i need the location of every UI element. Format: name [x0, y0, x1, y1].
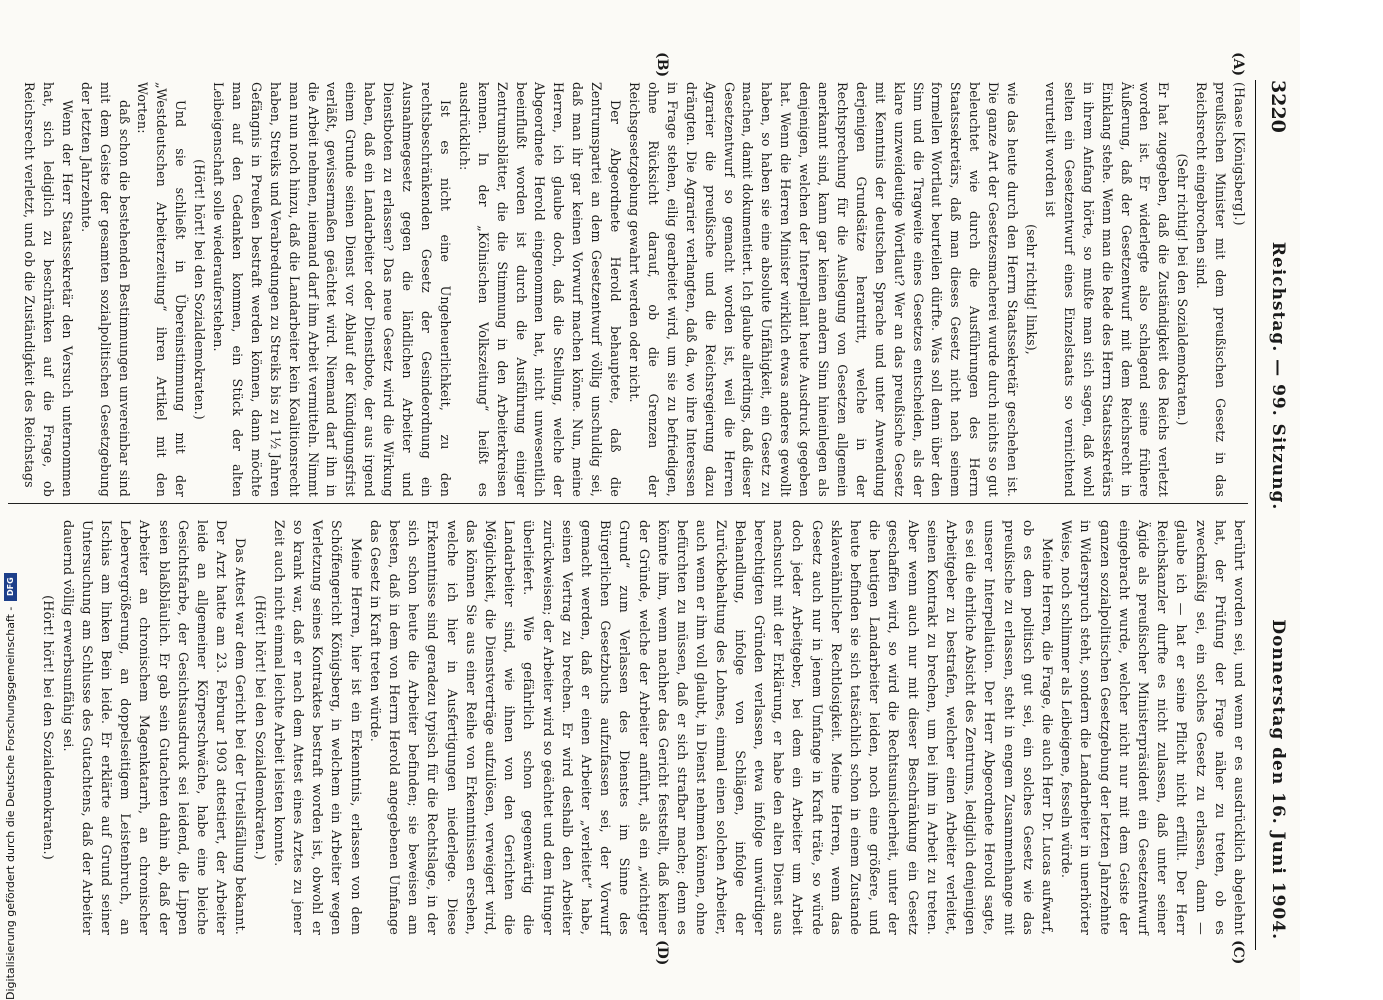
paragraph: (Sehr richtig! bei den Sozialdemokraten.) — [1175, 153, 1191, 426]
right-text-column — [18, 520, 1248, 935]
paragraph: Ist es nicht eine Ungeheuerlichkeit, zu den rechtsbeschränkenden Gesetz der Gesindeordnung ein Ausnahmegesetz gegen die ländlichen Arbeiter und Dienstboten zu erlassen? Das neue Gesetz wird die Wirkung haben, daß ein Landarbeiter oder Dienstbote, der aus irgend einem Grunde seinen Dienst vor Ablauf der Kündigungsfrist verläßt, gewissermaßen geächtet wird. Niemand darf ihn in die Arbeit nehmen, niemand darf ihm Arbeit vermitteln. Nimmt man nun noch hinzu, daß die Landarbeiter kein Koalitionsrecht haben, Streiks und Verabredungen zu Streiks bis zu 1½ Jahren Gefängnis in Preußen bestraft werden können, dann möchte man auf den Gedanken kommen, ein Stück der alten Leibeigenschaft solle wiederauferstehen. — [211, 82, 453, 498]
digitization-credit — [2, 360, 18, 1000]
paragraph: Und sie schließt in Übereinstimmung mit der „Westdeutschen Arbeiterzeitung“ ihren Artikel mit den Worten: — [135, 82, 189, 497]
left-text-column — [18, 82, 1248, 497]
margin-mark-d: (D) — [654, 940, 670, 966]
paragraph: Das Attest war dem Gericht bei der Urteilsfällung bekannt. Der Arzt hatte am 23. Februar 1903 attestiert, der Arbeiter leide an allgemeiner Körperschwäche, habe eine bleiche Gesichtsfarbe, der Gesichtsausdruck sei leidend, die Lippen seien blaßbläulich. Er gab sein Gutachten dahin ab, daß der Arbeiter an chronischem Magenkatarrh, an chronischer Lebervergrößerung, an doppelseitigem Leistenbruch, an Ischias am linken Bein leide. Er erklärte auf Grund seiner Untersuchung am Schlusse des Gutachtens, daß der Arbeiter dauernd völlig erwerbsunfähig sei. — [59, 520, 248, 935]
paragraph: (Hört! hört! bei den Sozialdemokraten.) — [192, 159, 208, 420]
paragraph: wie das heute durch den Herrn Staatssekretär geschehen ist. Die ganze Art der Gesetzesmacherei wurde durch nichts so gut beleuchtet wie durch die Ausführungen des Herrn Staatssekretärs, daß man dieses Gesetz nicht nach seinem formellen Wortlaut beurteilen dürfte. Was soll denn über den Sinn und die Tragweite eines Gesetzes entscheiden, als der klare unzweideutige Wortlaut? Wer an das preußische Gesetz mit Kenntnis der deutschen Sprache und unter Anwendung derjenigen Grundsätze herantritt, welche in der Rechtsprechung für die Auslegung von Gesetzen allgemein anerkannt sind, kann gar keinen andern Sinn hineinlegen als denjenigen, welchen der Interpellant heute Ausdruck gegeben hat. Wenn die Herren Minister wirklich etwas anderes gewollt haben, so haben sie eine absolute Unfähigkeit, ein Gesetz zu machen, damit dokumentiert. Ich glaube allerdings, daß dieser Gesetzentwurf so gemacht worden ist, weil die Herren Agrarier die preußische und die Reichsregierung dazu drängten. Die Agrarier verlangten, daß da, wo ihre Interessen in Frage stehen, eilig gearbeitet wird, um sie zu befriedigen, ohne Rücksicht darauf, ob die Grenzen der Reichsgesetzgebung gewahrt werden oder nicht. — [627, 82, 1021, 497]
margin-mark-c: (C) — [1230, 940, 1246, 965]
paragraph: (Hört! hört! bei den Sozialdemokraten.) — [40, 595, 56, 860]
paragraph: Meine Herren, hier ist ein Erkenntnis, erlassen von dem Schöffengericht Königsberg, in welchem ein Arbeiter wegen Verletzung seines Kontraktes bestraft worden ist, obwohl er so krank war, daß er nach dem Attest eines Arztes zu jener Zeit auch nicht einmal leichte Arbeit leisten konnte. — [270, 520, 363, 935]
page-title: Reichstag. — 99. Sitzung. — [1268, 241, 1288, 511]
paragraph: Meine Herren, die Frage, die auch Herr Dr. Lucas aufwarf, ob es dem politisch gut sei, ein solches Gesetz wie das preußische zu erlassen, steht in engem Zusammenhange mit unserer Interpellation. Der Herr Abgeordnete Herold sagte, es sei die ehrliche Absicht des Zentrums, lediglich denjenigen Arbeitgeber zu bestrafen, welcher einen Arbeiter verleitet, seinen Kontrakt zu brechen, um bei ihm in Arbeit zu treten. Aber wenn auch nur mit dieser Beschränkung ein Gesetz geschaffen wird, so wird die Rechtsunsicherheit, unter der die heutigen Landarbeiter leiden, noch eine größere, und heute befinden sie sich tatsächlich schon in einem Zustande sklavenähnlicher Rechtlosigkeit. Meine Herren, wenn das Gesetz auch nur in jenem Umfange in Kraft träte, so würde doch jeder Arbeitgeber, bei dem ein Arbeiter um Arbeit nachsucht mit der Erklärung, er habe den alten Dienst aus berechtigten Gründen verlassen, etwa infolge unwürdiger Behandlung, infolge von Schlägen, infolge der Zurückbehaltung des Lohnes, einmal einen solchen Arbeiter, auch wenn er ihm voll glaubt, in Dienst nehmen können, ohne befürchten zu müssen, daß er sich strafbar mache; denn es könnte ihm, wenn nachher das Gericht feststellt, daß keiner der Gründe, welche der Arbeiter anführt, als ein „wichtiger Grund“ zum Verlassen des Dienstes im Sinne des Bürgerlichen Gesetzbuchs aufzufassen sei, der Vorwurf gemacht werden, daß er einen Arbeiter „verleitet“ habe, seinen Vertrag zu brechen. Er wird deshalb den Arbeiter zurückweisen; der Arbeiter wird so geächtet und dem Hunger überliefert. Wie gefährlich schon gegenwärtig die Landarbeiter sind, wie ihnen von den Gerichten die Möglichkeit, die Dienstverträge aufzulösen, verweigert wird, das können Sie aus einer Reihe von Erkenntnissen ersehen, welche ich hier in Ausfertigungen niederlege. Diese Erkenntnisse sind geradezu typisch für die Rechtslage, in der sich schon heute die Arbeiter befinden; sie beweisen am besten, daß in dem von Herrn Herold angegebenen Umfange das Gesetz in Kraft treten würde. — [366, 520, 1054, 935]
column-divider — [8, 503, 1248, 504]
page-number: 3220 — [1267, 80, 1289, 133]
dfg-logo: DFG — [4, 573, 17, 601]
paragraph: Er hat zugegeben, daß die Zuständigkeit des Reichs verletzt worden ist. Er widerlegte also schlagend seine frühere Äußerung, daß der Gesetzentwurf mit dem Reichsrecht in Einklang stehe. Wenn man die Rede des Herrn Staatssekretärs in ihrem Anfang hörte, so mußte man sich sagen, daß wohl selten ein Gesetzentwurf eines Einzelstaats so vernichtend verurteilt worden ist — [1042, 82, 1172, 497]
paragraph: preußischen Minister mit dem preußischen Gesetz in das Reichsrecht eingebrochen sind. — [1194, 82, 1229, 497]
paragraph: daß schon die bestehenden Bestimmungen unvereinbar sind mit dem Geiste der gesamten sozialpolitischen Gesetzgebung der letzten Jahrzehnte. — [78, 82, 132, 497]
margin-mark-b: (B) — [654, 52, 670, 78]
credit-text: Digitalisierung gefördert durch die Deutsche Forschungsgemeinschaft - — [3, 606, 17, 1000]
paragraph: (Haase [Königsberg].) — [1232, 82, 1247, 226]
margin-mark-a: (A) — [1230, 52, 1246, 77]
paragraph: (sehr richtig! links), — [1024, 224, 1040, 355]
header-rule — [1255, 80, 1256, 950]
paragraph: Der Abgeordnete Herold behauptete, daß die Zentrumspartei an dem Gesetzentwurf völlig unschuldig sei, daß man ihr gar keinen Vorwurf machen könne. Nun, meine Herren, ich glaube doch, daß die Stellung, welche der Abgeordnete Herold eingenommen hat, nicht unwesentlich beeinflußt worden ist durch die Ausführung einiger Zentrumsblätter, die die Stimmung in den Arbeiterkreisen kennen. In der „Kölnischen Volkszeitung“ heißt es ausdrücklich: — [456, 82, 624, 497]
issue-date: Donnerstag den 16. Juni 1904. — [1268, 619, 1288, 940]
page-header — [1260, 80, 1296, 940]
paragraph: berührt worden sei, und wenn er es ausdrücklich abgelehnt hat, der Prüfung der Frage näher zu treten, ob es zweckmäßig sei, ein solches Gesetz zu erlassen, dann — glaube ich — hat er seine Pflicht nicht erfüllt. Der Herr Reichskanzler durfte es nicht zulassen, daß unter seiner Ägide als preußischer Ministerpräsident ein Gesetzentwurf eingebracht wurde, welcher nicht nur mit dem Geiste der ganzen sozialpolitischen Gesetzgebung der letzten Jahrzehnte in Widerspruch steht, sondern die Landarbeiter in unerhörter Weise, noch schlimmer als Leibeigene, fesseln würde. — [1058, 520, 1246, 935]
paragraph: (Hört! hört! bei den Sozialdemokraten.) — [251, 595, 267, 860]
paragraph: Wenn der Herr Staatssekretär den Versuch unternommen hat, sich lediglich zu beschränken auf die Frage, ob Reichsrecht verletzt, und ob die Zuständigkeit des Reichstags — [22, 82, 75, 497]
